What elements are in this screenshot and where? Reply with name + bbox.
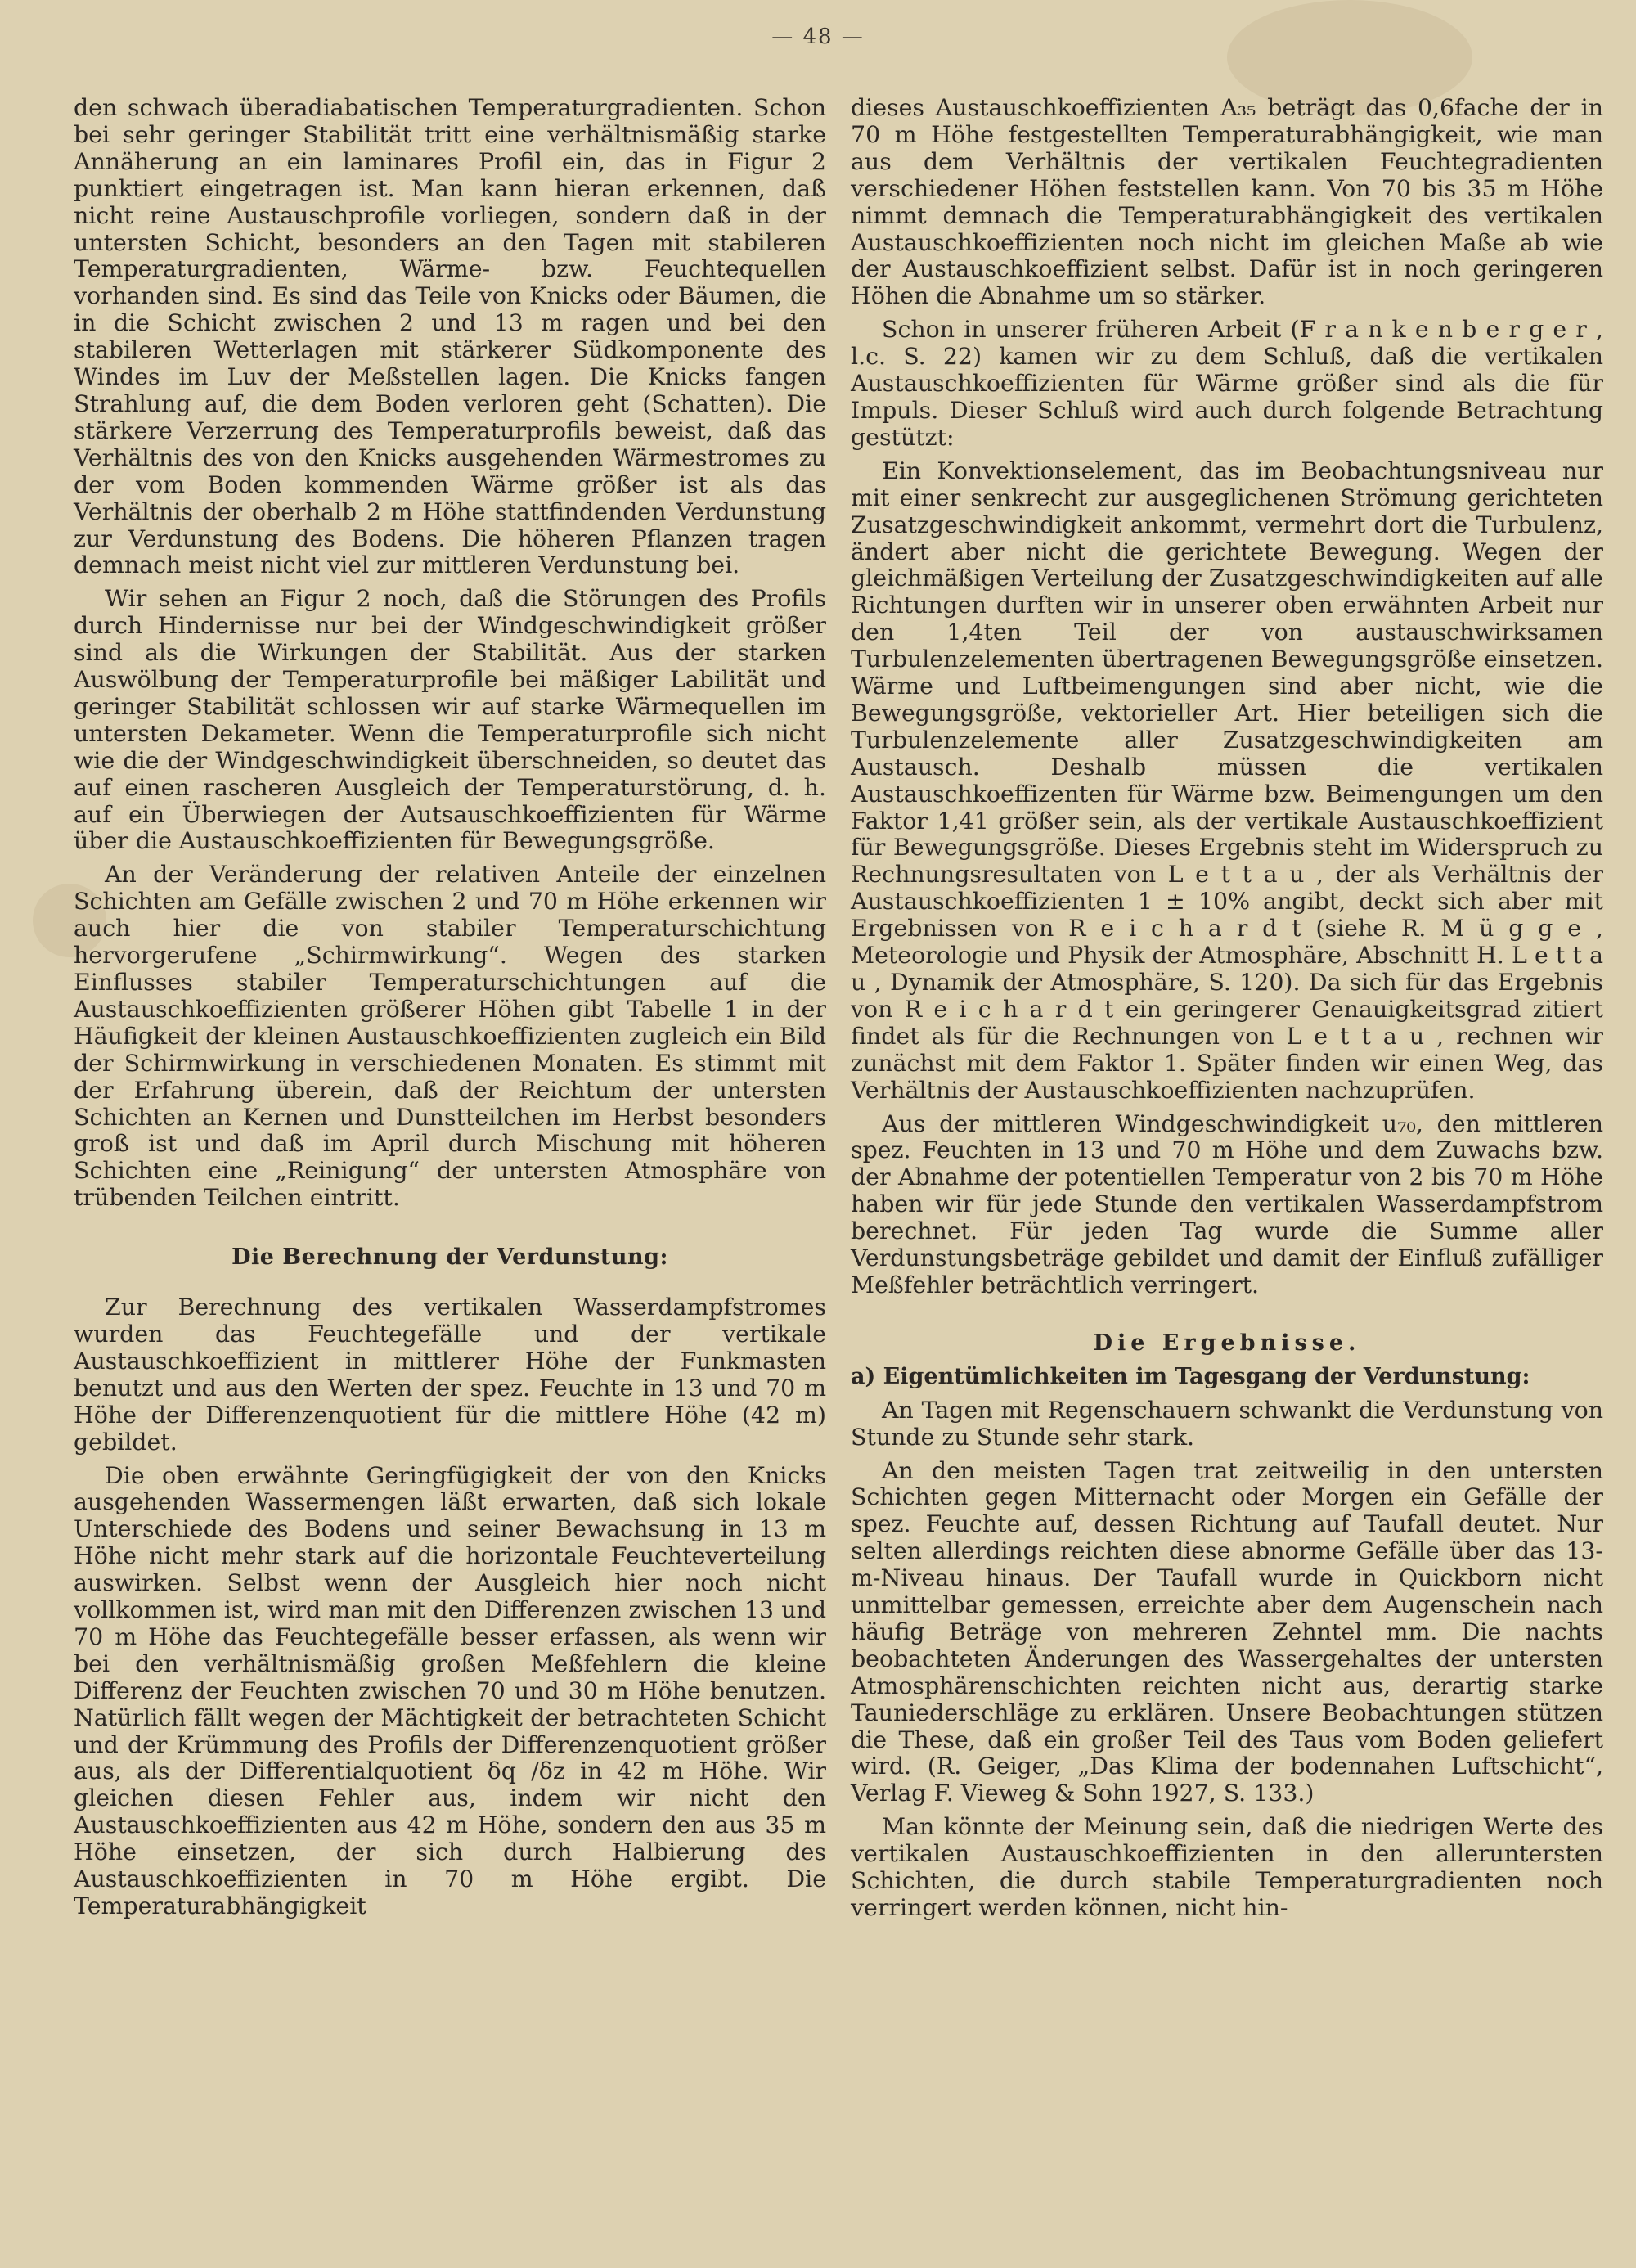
paragraph: Die oben erwähnte Geringfügigkeit der von den Knicks ausgehenden Wassermengen läßt erwarten, daß sich lokale Unterschiede des Bodens und seiner Bewachsung in 13 m Höhe nicht mehr stark auf die horizontale Feuchteverteilung auswirken. Selbst wenn der Ausgleich hier noch nicht vollkommen ist, wird man mit den Differenzen zwischen 13 und 70 m Höhe das Feuchtegefälle besser erfassen, als wenn wir bei den verhältnismäßig großen Meßfehlern die kleine Differenz der Feuchten zwischen 70 und 30 m Höhe benutzen. Natürlich fällt wegen der Mächtigkeit der betrachteten Schicht und der Krümmung des Profils der Differenzenquotient größer aus, als der Differentialquotient δq /δz in 42 m Höhe. Wir gleichen diesen Fehler aus, indem wir nicht den Austauschkoeffizienten aus 42 m Höhe, sondern den aus 35 m Höhe einsetzen, der sich durch Halbierung des Austauschkoeffizienten in 70 m Höhe ergibt. Die Temperaturabhängigkeit [74,1461,826,1919]
paragraph: Aus der mittleren Windgeschwindigkeit u₇₀, den mittleren spez. Feuchten in 13 und 70 m Höhe und dem Zuwachs bzw. der Abnahme der potentiellen Temperatur von 2 bis 70 m Höhe haben wir für jede Stunde den vertikalen Wasserdampfstrom berechnet. Für jeden Tag wurde die Summe aller Verdunstungsbeträge gebildet und damit der Einfluß zufälliger Meßfehler beträchtlich verringert. [851,1109,1603,1298]
paragraph: Zur Berechnung des vertikalen Wasserdampfstromes wurden das Feuchtegefälle und der vertikale Austauschkoeffizient in mittlerer Höhe der Funkmasten benutzt und aus den Werten der spez. Feuchte in 13 und 70 m Höhe der Differenzenquotient für die mittlere Höhe (42 m) gebildet. [74,1294,826,1456]
paragraph: Wir sehen an Figur 2 noch, daß die Störungen des Profils durch Hindernisse nur bei der Windgeschwindigkeit größer sind als die Wirkungen der Stabilität. Aus der starken Auswölbung der Temperaturprofile bei mäßiger Labilität und geringer Stabilität schlossen wir auf starke Wärmequellen im untersten Dekameter. Wenn die Temperaturprofile sich nicht wie die der Windgeschwindigkeit überschneiden, so deutet das auf einen rascheren Ausgleich der Temperaturstörung, d. h. auf ein Überwiegen der Autsauschkoeffizienten für Wärme über die Austauschkoeffizienten für Bewegungsgröße. [74,585,826,855]
paragraph: dieses Austauschkoeffizienten A₃₅ beträgt das 0,6fache der in 70 m Höhe festgestellten Temperaturabhängigkeit, wie man aus dem Verhältnis der vertikalen Feuchtegradienten verschiedener Höhen feststellen kann. Von 70 bis 35 m Höhe nimmt demnach die Temperaturabhängigkeit des vertikalen Austauschkoeffizienten noch nicht im gleichen Maße ab wie der Austauschkoeffizient selbst. Dafür ist in noch geringeren Höhen die Abnahme um so stärker. [851,94,1603,310]
paragraph: Schon in unserer früheren Arbeit (F r a n k e n b e r g e r , l.c. S. 22) kamen wir zu dem Schluß, daß die vertikalen Austauschkoeffizienten für Wärme größer sind als die für Impuls. Dieser Schluß wird auch durch folgende Betrachtung gestützt: [851,316,1603,451]
paragraph: Man könnte der Meinung sein, daß die niedrigen Werte des vertikalen Austauschkoeffizienten in den alleruntersten Schichten, die durch stabile Temperaturgradienten noch verringert werden können, nicht hin- [851,1813,1603,1921]
page-number: — 48 — [771,25,865,49]
sub-heading: a) Eigentümlichkeiten im Tagesgang der Verdunstung: [851,1363,1530,1389]
paragraph: An der Veränderung der relativen Anteile der einzelnen Schichten am Gefälle zwischen 2 und 70 m Höhe erkennen wir auch hier die von stabiler Temperaturschichtung hervorgerufene „Schirmwirkung“. Wegen des starken Einflusses stabiler Temperaturschichtungen auf die Austauschkoeffizienten größerer Höhen gibt Tabelle 1 in der Häufigkeit der kleinen Austauschkoeffizienten zugleich ein Bild der Schirmwirkung in verschiedenen Monaten. Es stimmt mit der Erfahrung überein, daß der Reichtum der untersten Schichten an Kernen und Dunstteilchen im Herbst besonders groß ist und daß im April durch Mischung mit höheren Schichten eine „Reinigung“ der untersten Atmosphäre von trübenden Teilchen eintritt. [74,861,826,1212]
paragraph: Ein Konvektionselement, das im Beobachtungsniveau nur mit einer senkrecht zur ausgeglichenen Strömung gerichteten Zusatzgeschwindigkeit ankommt, vermehrt dort die Turbulenz, ändert aber nicht die gerichtete Bewegung. Wegen der gleichmäßigen Verteilung der Zusatzgeschwindigkeiten auf alle Richtungen durften wir in unserer oben erwähnten Arbeit nur den 1,4ten Teil der von austauschwirksamen Turbulenzelementen übertragenen Bewegungsgröße einsetzen. Wärme und Luftbeimengungen sind aber nicht, wie die Bewegungsgröße, vektorieller Art. Hier beteiligen sich die Turbulenzelemente aller Zusatzgeschwindigkeiten am Austausch. Deshalb müssen die vertikalen Austauschkoeffizenten für Wärme bzw. Beimengungen um den Faktor 1,41 größer sein, als der vertikale Austauschkoeffizient für Bewegungsgröße. Dieses Ergebnis steht im Widerspruch zu Rechnungsresultaten von L e t t a u , der als Verhältnis der Austauschkoeffizienten 1 ± 10% angibt, deckt sich aber mit Ergebnissen von R e i c h a r d t (siehe R. M ü g g e , Meteorologie und Physik der Atmosphäre, Abschnitt H. L e t t a u , Dynamik der Atmosphäre, S. 120). Da sich für das Ergebnis von R e i c h a r d t ein geringerer Genauigkeitsgrad zitiert findet als für die Rechnungen von L e t t a u , rechnen wir zunächst mit dem Faktor 1. Später finden wir einen Weg, das Verhältnis der Austauschkoeffizienten nachzuprüfen. [851,457,1603,1104]
left-column [74,95,826,1927]
paragraph: den schwach überadiabatischen Temperaturgradienten. Schon bei sehr geringer Stabilität tritt eine verhältnismäßig starke Annäherung an ein laminares Profil ein, das in Figur 2 punktiert eingetragen ist. Man kann hieran erkennen, daß nicht reine Austauschprofile vorliegen, sondern daß in der untersten Schicht, besonders an den Tagen mit stabileren Temperaturgradienten, Wärme- bzw. Feuchtequellen vorhanden sind. Es sind das Teile von Knicks oder Bäumen, die in die Schicht zwischen 2 und 13 m ragen und bei den stabileren Wetterlagen mit stärkerer Südkomponente des Windes im Luv der Meßstellen lagen. Die Knicks fangen Strahlung auf, die dem Boden verloren geht (Schatten). Die stärkere Verzerrung des Temperaturprofils beweist, daß das Verhältnis des von den Knicks ausgehenden Wärmestromes zu der vom Boden kommenden Wärme größer ist als das Verhältnis der oberhalb 2 m Höhe stattfindenden Verdunstung zur Verdunstung des Bodens. Die höheren Pflanzen tragen demnach meist nicht viel zur mittleren Verdunstung bei. [74,94,826,579]
section-heading: Die Berechnung der Verdunstung: [231,1244,668,1271]
right-column [851,95,1603,1928]
section-heading: Die Ergebnisse. [1093,1330,1361,1356]
paragraph: An den meisten Tagen trat zeitweilig in den untersten Schichten gegen Mitternacht oder Morgen ein Gefälle der spez. Feuchte auf, dessen Richtung auf Taufall deutet. Nur selten allerdings reichten diese abnorme Gefälle über das 13-m-Niveau hinaus. Der Taufall wurde in Quickborn nicht unmittelbar gemessen, erreichte aber dem Augenschein nach häufig Beträge von mehreren Zehntel mm. Die nachts beobachteten Änderungen des Wassergehaltes der untersten Atmosphärenschichten reichten nicht aus, derartig starke Tauniederschläge zu erklären. Unsere Beobachtungen stützen die These, daß ein großer Teil des Taus vom Boden geliefert wird. (R. Geiger, „Das Klima der bodennahen Luftschicht“, Verlag F. Vieweg & Sohn 1927, S. 133.) [851,1456,1603,1807]
paragraph: An Tagen mit Regenschauern schwankt die Verdunstung von Stunde zu Stunde sehr stark. [851,1396,1603,1451]
